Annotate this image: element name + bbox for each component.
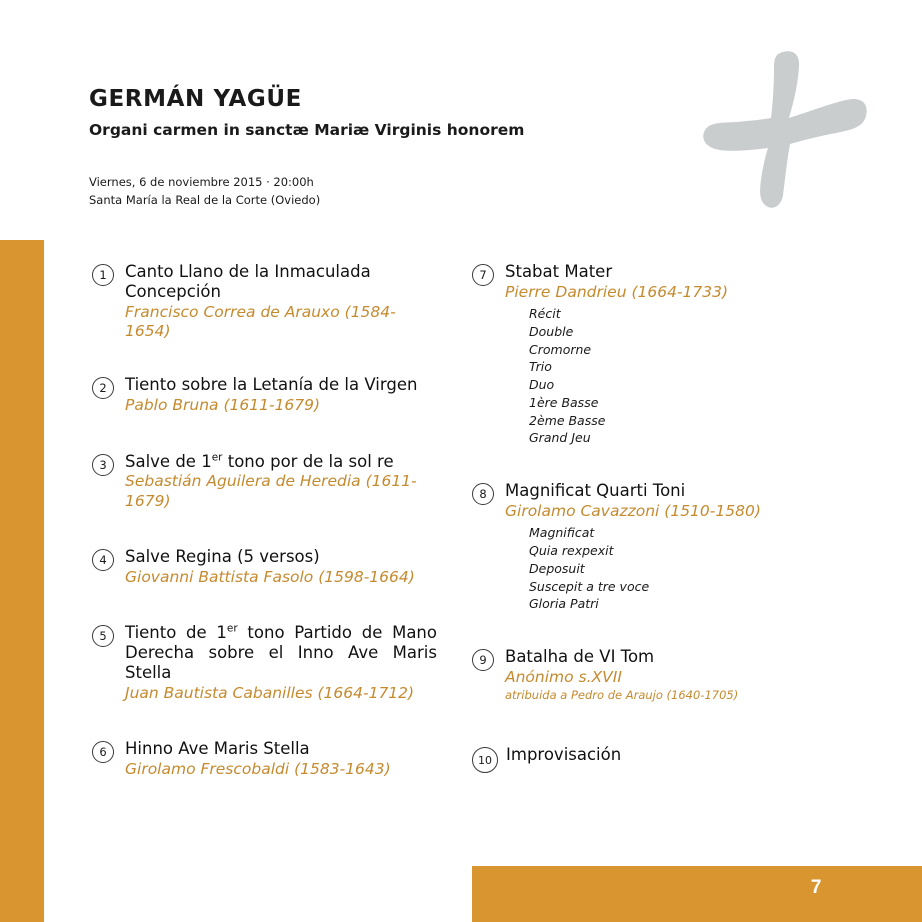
list-item	[92, 375, 437, 415]
movement-item: Magnificat	[529, 525, 595, 541]
item-composer: Giovanni Battista Fasolo (1598-1664)	[125, 567, 415, 586]
item-number: 1	[92, 264, 114, 286]
movement-item: Suscepit a tre voce	[529, 578, 650, 594]
movement-item: 2ème Basse	[529, 412, 606, 428]
list-item	[92, 739, 437, 779]
item-body	[505, 481, 817, 613]
list-item	[92, 547, 437, 587]
item-body	[125, 452, 437, 511]
item-body	[505, 647, 817, 703]
movement-list	[529, 524, 817, 613]
item-title-ordinal: er	[211, 451, 223, 464]
item-body	[125, 547, 437, 587]
movement-item: Grand Jeu	[529, 430, 591, 446]
item-title	[125, 623, 437, 683]
movement-item: Récit	[529, 306, 561, 322]
item-composer: Francisco Correa de Arauxo (1584-1654)	[125, 302, 396, 341]
item-number: 9	[472, 649, 494, 671]
item-composer: Pierre Dandrieu (1664-1733)	[505, 282, 729, 301]
item-title	[125, 452, 437, 472]
item-title: Salve Regina (5 versos)	[125, 546, 320, 566]
bottom-accent-band	[472, 866, 922, 922]
movement-item: Gloria Patri	[529, 596, 599, 612]
list-item	[92, 623, 437, 703]
item-composer: Pablo Bruna (1611-1679)	[125, 396, 321, 415]
date-line: Viernes, 6 de noviembre 2015 · 20:00h	[89, 175, 314, 189]
list-item	[472, 647, 817, 703]
item-number: 7	[472, 264, 494, 286]
item-title: Batalha de VI Tom	[505, 647, 655, 667]
item-title-ordinal: er	[226, 622, 238, 635]
artist-name: GERMÁN YAGÜE	[89, 86, 302, 112]
movement-item: Quia rexpexit	[529, 543, 614, 559]
list-item	[472, 262, 817, 447]
header	[89, 86, 609, 139]
item-body	[125, 739, 437, 779]
item-composer: Anónimo s.XVII	[505, 668, 622, 687]
item-body	[506, 745, 817, 765]
venue-info	[89, 174, 519, 210]
movement-item: Deposuit	[529, 560, 585, 576]
movement-list	[529, 305, 817, 447]
list-item	[472, 745, 817, 773]
item-number: 6	[92, 741, 114, 763]
program-subtitle: Organi carmen in sanctæ Mariæ Virginis honorem	[89, 121, 525, 139]
item-number: 3	[92, 454, 114, 476]
left-accent-band	[0, 240, 44, 922]
program-left-column	[92, 262, 437, 779]
item-title: Canto Llano de la Inmaculada Concepción	[125, 262, 371, 301]
item-body	[125, 375, 437, 415]
movement-item: Trio	[529, 359, 552, 375]
item-title: Magnificat Quarti Toni	[505, 481, 686, 501]
item-title: Tiento sobre la Letanía de la Virgen	[125, 375, 418, 395]
cross-decoration-icon	[686, 40, 876, 210]
item-number: 5	[92, 625, 114, 647]
item-body	[125, 623, 437, 703]
item-composer: Sebastián Aguilera de Heredia (1611-1679)	[125, 472, 417, 510]
item-number: 10	[472, 747, 498, 773]
item-title: Stabat Mater	[505, 262, 613, 281]
program-right-column	[472, 262, 817, 773]
list-item	[92, 262, 437, 341]
item-composer: Girolamo Cavazzoni (1510-1580)	[505, 502, 761, 521]
item-body	[505, 262, 817, 447]
item-body	[125, 262, 437, 341]
movement-item: Double	[529, 323, 574, 339]
item-title: Hinno Ave Maris Stella	[125, 739, 310, 759]
item-composer: Girolamo Frescobaldi (1583-1643)	[125, 760, 391, 779]
movement-item: Duo	[529, 377, 555, 393]
movement-item: Cromorne	[529, 341, 592, 357]
item-composer-note: atribuida a Pedro de Araujo (1640-1705)	[505, 688, 739, 703]
item-title-part-b: tono por de la sol re	[222, 451, 394, 471]
item-number: 4	[92, 549, 114, 571]
item-number: 8	[472, 483, 494, 505]
item-title-part-a: Tiento de 1	[125, 623, 227, 643]
list-item	[472, 481, 817, 613]
movement-item: 1ère Basse	[529, 394, 599, 410]
item-composer: Juan Bautista Cabanilles (1664-1712)	[125, 683, 415, 702]
item-title-part-b: tono Partido de Mano Derecha sobre el Inno Ave Maris Stella	[125, 623, 437, 682]
item-number: 2	[92, 377, 114, 399]
item-title-part-a: Salve de 1	[125, 451, 212, 471]
item-title: Improvisación	[506, 745, 622, 765]
list-item	[92, 452, 437, 511]
venue-line: Santa María la Real de la Corte (Oviedo)	[89, 192, 321, 207]
page-number: 7	[810, 877, 822, 898]
